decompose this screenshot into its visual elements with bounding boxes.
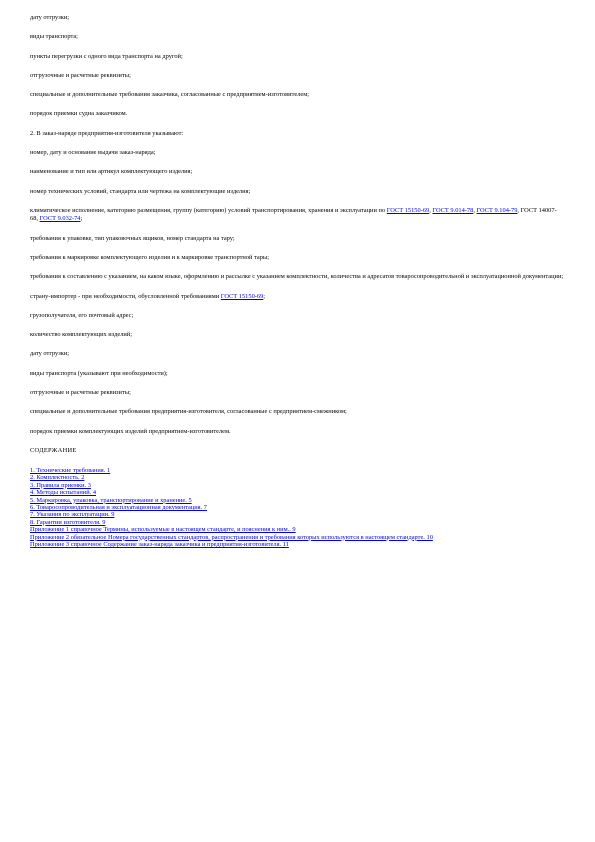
toc-link-documentation[interactable]: 6. Товаросопроводительная и эксплуатационная документация. 7: [30, 503, 207, 511]
paragraph-documentation: требования к составлению с указанием, на каком языке, оформлению и рассылке с указанием комплектности, количества и адресатов товаросопроводительной и эксплуатационной документации;: [30, 273, 564, 281]
contents-heading: СОДЕРЖАНИЕ: [30, 446, 77, 454]
importer-text-suffix: ;: [263, 292, 266, 300]
paragraph-packaging: требования к упаковке, тип упаковочных ящиков, номер стандарта на тару;: [30, 234, 235, 242]
toc-link-appendix-1[interactable]: Приложение 1 справочное Термины, используемые в настоящем стандарте, и пояснения к ним.. 9: [30, 526, 296, 534]
toc-item: [30, 489, 564, 496]
toc-item: [30, 482, 564, 489]
climate-text-suffix: ;: [80, 215, 83, 223]
toc-link-warranty[interactable]: 8. Гарантии изготовителя. 9: [30, 518, 106, 526]
table-of-contents: [30, 467, 564, 548]
toc-link-marking-packaging[interactable]: 5. Маркировка, упаковка, транспортирование и хранение. 5: [30, 496, 192, 504]
toc-item: [30, 504, 564, 511]
paragraph-spec-number: номер технических условий, стандарта или чертежа на комплектующие изделия;: [30, 187, 251, 195]
toc-item: [30, 474, 564, 481]
paragraph-transfer-points: пункты перегрузки с одного вида транспорта на другой;: [30, 52, 183, 60]
paragraph-shipment-date: дату отгрузки;: [30, 350, 70, 358]
paragraph-consignee: грузополучателя, его почтовый адрес;: [30, 311, 134, 319]
paragraph-order-number: номер, дату и основание выдачи заказ-наряда;: [30, 149, 156, 157]
climate-separator: ,: [473, 206, 477, 214]
paragraph-climate-conditions: [30, 207, 564, 224]
paragraph-quantity: количество комплектующих изделий;: [30, 331, 133, 339]
link-gost-9-014-78[interactable]: ГОСТ 9.014-78: [432, 206, 474, 214]
importer-text-prefix: страну-импортер - при необходимости, обусловленной требованиями: [30, 292, 221, 300]
toc-link-appendix-3[interactable]: Приложение 3 справочное Содержание заказ-наряда заказчика и предприятия-изготовителя. 11: [30, 541, 289, 548]
toc-item: [30, 519, 564, 526]
paragraph-acceptance-procedure: порядок приемки судна заказчиком.: [30, 110, 128, 118]
toc-link-appendix-2[interactable]: Приложение 2 обязательное Номера государственных стандартов, распространения и требования которых используются в настоящем стандарте. 10: [30, 533, 433, 541]
paragraph-marking: требования к маркировке комплектующего изделия и к маркировке транспортной тары;: [30, 253, 270, 261]
toc-item: [30, 497, 564, 504]
toc-link-acceptance-rules[interactable]: 3. Правила приемки. 3: [30, 481, 91, 489]
toc-link-test-methods[interactable]: 4. Методы испытаний. 4: [30, 489, 97, 497]
climate-separator: , ГОСТ 14007-68,: [30, 206, 557, 223]
paragraph-shipping-details: отгрузочные и расчетные реквизиты;: [30, 71, 131, 79]
link-gost-9-104-79[interactable]: ГОСТ 9.104-79: [476, 206, 518, 214]
paragraph-shipping-details: отгрузочные и расчетные реквизиты;: [30, 389, 131, 397]
toc-item: [30, 467, 564, 474]
link-gost-15150-69[interactable]: ГОСТ 15150-69: [220, 292, 264, 300]
paragraph-transport-types: виды транспорта (указывают при необходимости);: [30, 369, 168, 377]
toc-item: [30, 541, 564, 548]
climate-text-prefix: климатическое исполнение, категорию размещения, группу (категорию) условий транспортирования, хранения и эксплуатации по: [30, 206, 387, 214]
paragraph-section-2-intro: 2. В заказ-наряде предприятия-изготовителя указывают:: [30, 129, 184, 137]
paragraph-customer-requirements: специальные и дополнительные требования заказчика, согласованные с предприятием-изготовителем;: [30, 91, 310, 99]
paragraph-acceptance-procedure: порядок приемки комплектующих изделий предприятием-изготовителем.: [30, 427, 231, 435]
paragraph-importer-country: [30, 293, 564, 301]
toc-item: [30, 526, 564, 533]
toc-item: [30, 511, 564, 518]
toc-link-completeness[interactable]: 2. Комплектность. 2: [30, 474, 85, 482]
document-page: [30, 14, 564, 548]
paragraph-transport-types: виды транспорта;: [30, 33, 78, 41]
paragraph-shipment-date: дату отгрузки;: [30, 14, 70, 21]
toc-item: [30, 534, 564, 541]
paragraph-manufacturer-requirements: специальные и дополнительные требования предприятия-изготовителя, согласованные с предприятием-смежником;: [30, 408, 347, 416]
paragraph-product-name: наименование и тип или артикул комплектующего изделия;: [30, 168, 193, 176]
link-gost-15150-69[interactable]: ГОСТ 15150-69: [386, 206, 430, 214]
climate-separator: ,: [429, 206, 433, 214]
link-gost-9-032-74[interactable]: ГОСТ 9.032-74: [39, 215, 81, 223]
toc-link-technical-requirements[interactable]: 1. Технические требования. 1: [30, 466, 111, 474]
toc-link-operating-instructions[interactable]: 7. Указания по эксплуатации. 9: [30, 511, 115, 519]
